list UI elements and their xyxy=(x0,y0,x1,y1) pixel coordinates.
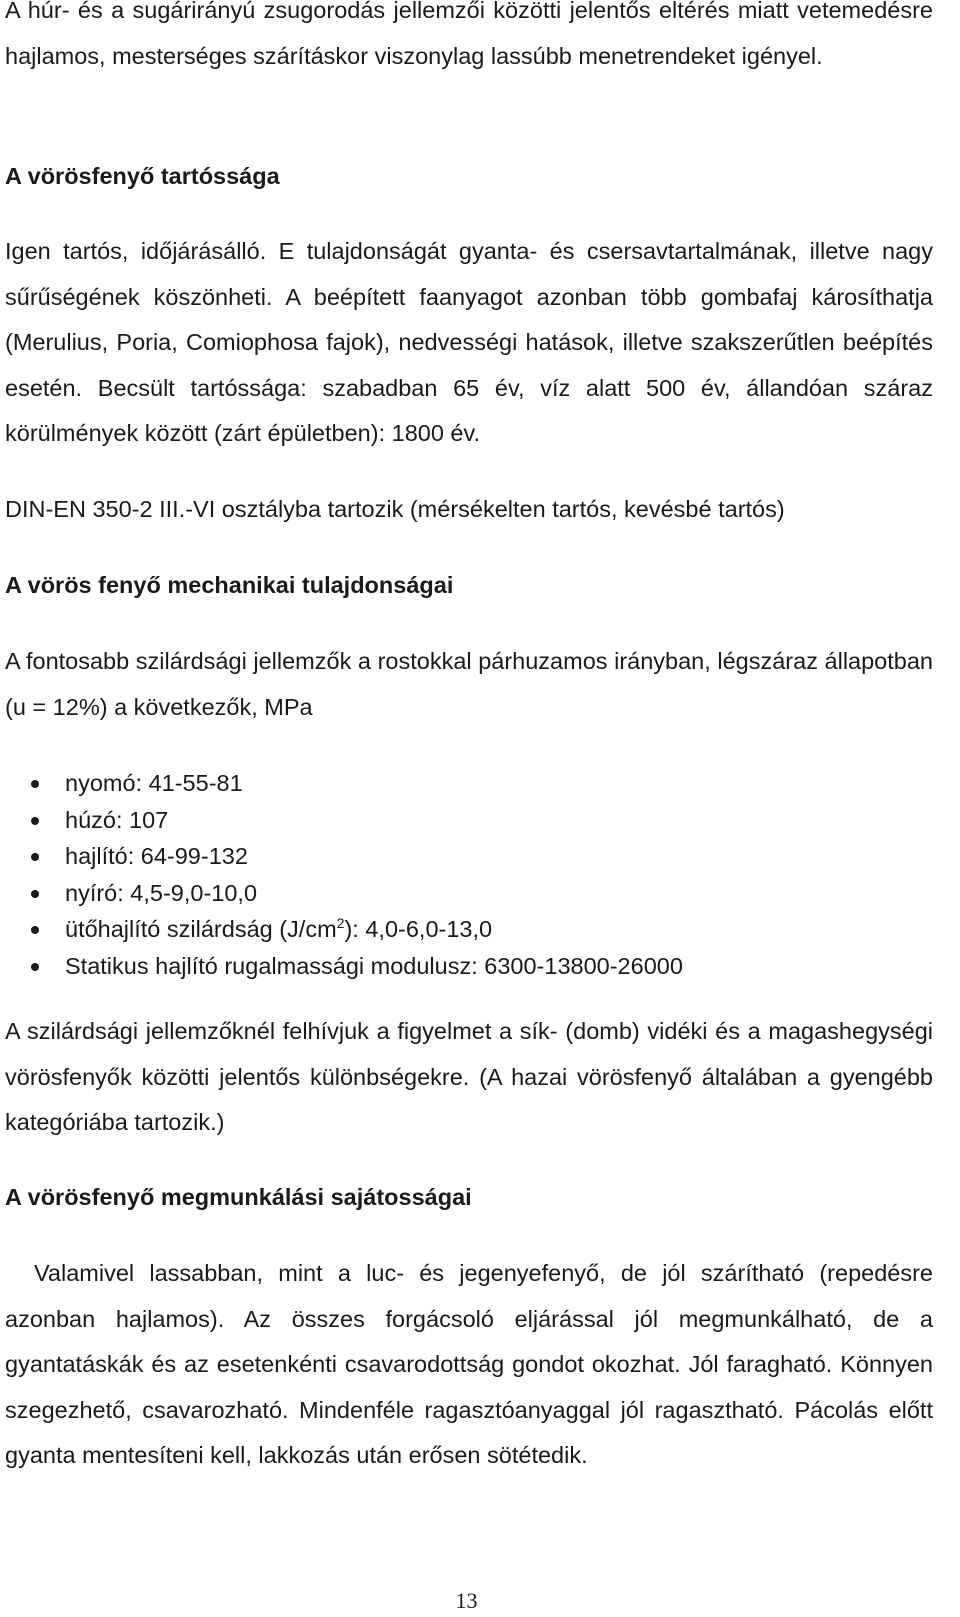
list-item: nyíró: 4,5-9,0-10,0 xyxy=(0,875,930,912)
heading-durability: A vörösfenyő tartóssága xyxy=(5,163,280,189)
bullet-icon xyxy=(31,780,39,788)
bullet-icon xyxy=(31,890,39,898)
strength-list xyxy=(0,765,930,984)
bullet-icon xyxy=(31,853,39,861)
bullet-icon xyxy=(31,817,39,825)
paragraph-durability: Igen tartós, időjárásálló. E tulajdonságát gyanta- és csersavtartalmának, illetve nagy sűrűségének köszönheti. A beépített faanyagot azonban több gombafaj károsíthatja (Merulius, Poria, Comiophosa fajok), nedvességi hatások, illetve szakszerűtlen beépítés esetén. Becsült tartóssága: szabadban 65 év, víz alatt 500 év, állandóan száraz körülmények között (zárt épületben): 1800 év. xyxy=(5,238,933,446)
list-item: húzó: 107 xyxy=(0,802,930,839)
paragraph-machining: Valamivel lassabban, mint a luc- és jegenyefenyő, de jól szárítható (repedésre azonban hajlamos). Az összes forgácsoló eljárással jól megmunkálható, de a gyantatáskák és az esetenkénti csavarodottság gondot okozhat. Jól faragható. Könnyen szegezhető, csavarozható. Mindenféle ragasztóanyaggal jól ragasztható. Pácolás előtt gyanta mentesíteni kell, lakkozás után erősen sötétedik. xyxy=(5,1260,933,1468)
list-item: ütőhajlító szilárdság $(J/cm^2)$: 4,0-6,0-13,0 xyxy=(0,911,930,948)
paragraph-regional-note: A szilárdsági jellemzőknél felhívjuk a figyelmet a sík- (domb) vidéki és a magashegységi vörösfenyők közötti jelentős különbségekre. (A hazai vörösfenyő általában a gyengébb kategóriába tartozik.) xyxy=(5,1018,933,1135)
list-item: Statikus hajlító rugalmassági modulusz: 6300-13800-26000 xyxy=(0,948,930,985)
list-item: hajlító: 64-99-132 xyxy=(0,838,930,875)
heading-machining: A vörösfenyő megmunkálási sajátosságai xyxy=(5,1184,472,1210)
paragraph-din-class: DIN-EN 350-2 III.-VI osztályba tartozik (mérsékelten tartós, kevésbé tartós) xyxy=(5,496,785,522)
page-number: 13 xyxy=(455,1588,478,1613)
paragraph-strength-intro: A fontosabb szilárdsági jellemzők a rostokkal párhuzamos irányban, légszáraz állapotban (u = 12%) a következők, MPa xyxy=(5,648,933,720)
paragraph-shrinkage: A húr- és a sugárirányú zsugorodás jellemzői közötti jelentős eltérés miatt vetemedésre hajlamos, mesterséges szárításkor viszonylag lassúbb menetrendeket igényel. xyxy=(5,0,933,69)
list-item: nyomó: 41-55-81 xyxy=(0,765,930,802)
bullet-icon xyxy=(31,963,39,971)
bullet-icon xyxy=(31,926,39,934)
heading-mechanical: A vörös fenyő mechanikai tulajdonságai xyxy=(5,572,454,598)
